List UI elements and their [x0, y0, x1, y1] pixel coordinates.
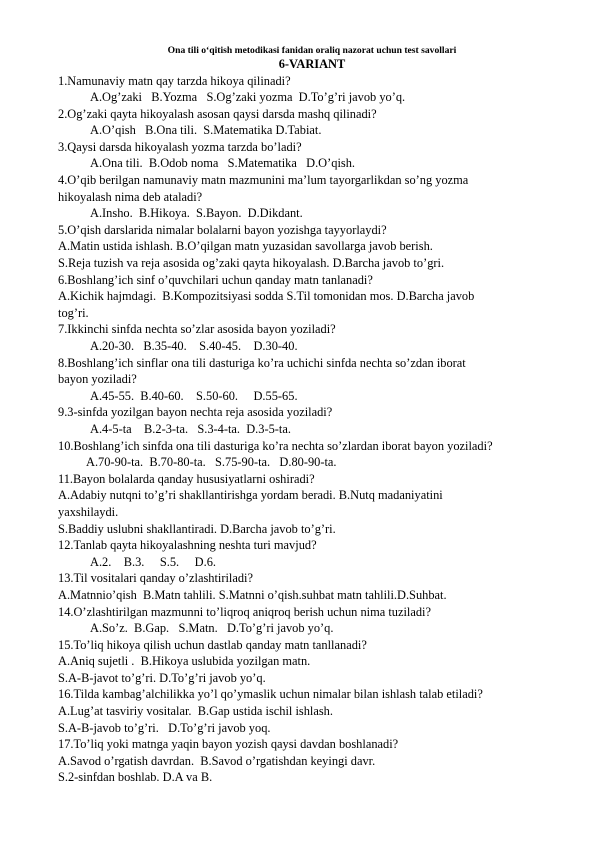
question-line: 14.O’zlashtirilgan mazmunni to’liqroq aniqroq berish uchun nima tuziladi? — [58, 604, 432, 619]
question-line: bayon yoziladi? — [58, 372, 137, 387]
answer-options-line: S.Baddiy uslubni shakllantiradi. D.Barcha javob to’g’ri. — [58, 521, 336, 536]
question-line: 1.Namunaviy matn qay tarzda hikoya qilinadi? — [58, 73, 291, 88]
answer-options-line: S.2-sinfdan boshlab. D.A va B. — [58, 770, 213, 785]
answer-options-line: A.70-90-ta. B.70-80-ta. S.75-90-ta. D.80-90-ta. — [86, 455, 337, 470]
question-line: 16.Tilda kambag’alchilikka yo’l qo’ymaslik uchun nimalar bilan ishlash talab etiladi? — [58, 687, 483, 702]
question-line: 4.O’qib berilgan namunaviy matn mazmunini ma’lum tayorgarlikdan so’ng yozma — [58, 173, 469, 188]
question-line: 2.Og’zaki qayta hikoyalash asosan qaysi darsda mashq qilinadi? — [58, 106, 377, 121]
question-line: 3.Qaysi darsda hikoyalash yozma tarzda bo’ladi? — [58, 139, 302, 154]
answer-options-line: A.Ona tili. B.Odob noma S.Matematika D.O’qish. — [90, 156, 355, 171]
answer-options-line: A.Adabiy nutqni to’g’ri shakllantirishga yordam beradi. B.Nutq madaniyatini — [58, 488, 443, 503]
question-line: 6.Boshlang’ich sinf o’quvchilari uchun qanday matn tanlanadi? — [58, 272, 373, 287]
variant-heading: 6-VARIANT — [278, 57, 346, 71]
answer-options-line: A.Lug’at tasviriy vositalar. B.Gap ustida ischil ishlash. — [58, 704, 333, 719]
answer-options-line: A.45-55. B.40-60. S.50-60. D.55-65. — [90, 388, 298, 403]
question-line: tog’ri. — [58, 305, 89, 320]
answer-options-line: A.Matnnio’qish B.Matn tahlili. S.Matnni o’qish.suhbat matn tahlili.D.Suhbat. — [58, 587, 447, 602]
question-line: 11.Bayon bolalarda qanday hususiyatlarni oshiradi? — [58, 471, 315, 486]
question-line: yaxshilaydi. — [58, 504, 119, 519]
question-line: 15.To’liq hikoya qilish uchun dastlab qanday matn tanllanadi? — [58, 637, 367, 652]
question-line: 10.Boshlang’ich sinfda ona tili dasturiga ko’ra nechta so’zlardan iborat bayon yoziladi? — [58, 438, 493, 453]
question-line: 17.To’liq yoki matnga yaqin bayon yozish qaysi davdan boshlanadi? — [58, 737, 399, 752]
answer-options-line: A.O’qish B.Ona tili. S.Matematika D.Tabiat. — [90, 123, 322, 138]
answer-options-line: A.4-5-ta B.2-3-ta. S.3-4-ta. D.3-5-ta. — [90, 421, 291, 436]
answer-options-line: S.A-B-javot to’g’ri. D.To’g’ri javob yo’q. — [58, 670, 266, 685]
answer-options-line: A.So’z. B.Gap. S.Matn. D.To’g’ri javob yo’q. — [90, 621, 334, 636]
question-line: 5.O’qish darslarida nimalar bolalarni bayon yozishga tayyorlaydi? — [58, 222, 387, 237]
answer-options-line: S.A-B-javob to’g’ri. D.To’g’ri javob yoq. — [58, 720, 271, 735]
question-list — [58, 73, 556, 787]
question-line: 7.Ikkinchi sinfda nechta so’zlar asosida bayon yoziladi? — [58, 322, 336, 337]
document-title: Ona tili o‘qitish metodikasi fanidan oraliq nazorat uchun test savollari — [167, 45, 457, 56]
answer-options-line: S.Reja tuzish va reja asosida og’zaki qayta hikoyalash. D.Barcha javob to’gri. — [58, 256, 445, 271]
answer-options-line: A.2. B.3. S.5. D.6. — [90, 554, 216, 569]
answer-options-line: A.Savod o’rgatish davrdan. B.Savod o’rgatishdan keyingi davr. — [58, 753, 376, 768]
answer-options-line: A.Og’zaki B.Yozma S.Og’zaki yozma D.To’g’ri javob yo’q. — [90, 90, 406, 105]
question-line: 8.Boshlang’ich sinflar ona tili dasturiga ko’ra uchichi sinfda nechta so’zdan iborat — [58, 355, 466, 370]
answer-options-line: A.20-30. B.35-40. S.40-45. D.30-40. — [90, 339, 298, 353]
answer-options-line: A.Insho. B.Hikoya. S.Bayon. D.Dikdant. — [90, 206, 303, 221]
question-line: 12.Tanlab qayta hikoyalashning neshta turi mavjud? — [58, 538, 317, 553]
question-line: 9.3-sinfda yozilgan bayon nechta reja asosida yoziladi? — [58, 405, 333, 420]
answer-options-line: A.Aniq sujetli . B.Hikoya uslubida yozilgan matn. — [58, 654, 311, 669]
answer-options-line: A.Kichik hajmdagi. B.Kompozitsiyasi sodda S.Til tomonidan mos. D.Barcha javob — [58, 289, 475, 304]
question-line: 13.Til vositalari qanday o’zlashtiriladi? — [58, 571, 254, 586]
question-line: hikoyalash nima deb ataladi? — [58, 189, 203, 204]
answer-options-line: A.Matin ustida ishlash. B.O’qilgan matn yuzasidan savollarga javob berish. — [58, 239, 433, 254]
